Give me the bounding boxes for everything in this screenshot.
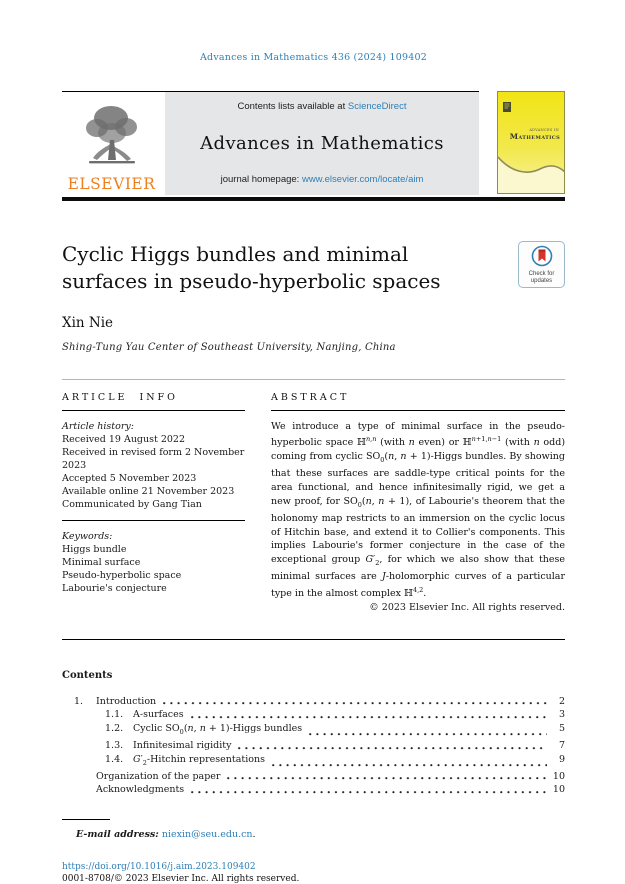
contents-top-rule [62, 639, 565, 640]
keywords-divider-rule [62, 520, 245, 521]
history-line: Received in revised form 2 November 2023 [62, 446, 245, 471]
history-line: Received 19 August 2022 [62, 433, 186, 445]
keyword-item: Minimal surface [62, 556, 141, 568]
doi-link[interactable]: https://doi.org/10.1016/j.aim.2023.109402 [62, 861, 256, 872]
banner-center [165, 92, 479, 195]
journal-title: Advances in Mathematics [200, 132, 444, 154]
keywords-block [62, 530, 245, 595]
page-title: Cyclic Higgs bundles and minimal surfaces in pseudo-hyperbolic spaces [62, 241, 441, 293]
toc-page-number[interactable]: 3 [558, 709, 565, 721]
toc-page-number[interactable]: 9 [558, 753, 565, 765]
toc-page-number[interactable]: 10 [552, 770, 565, 782]
journal-cover-thumbnail[interactable] [497, 91, 565, 194]
abstract-text: We introduce a type of minimal surface in the pseudo-hyperbolic space ℍ$^{n,n}$ (with n even) or ℍ$^{n+1,n-1}$ (with n odd) coming from cyclic $SO_0(n$, n + 1)-Higgs bundles. By showing that these surfaces are saddle-type critical points for the area functional, and hence infinitesimally rigid, we get a new proof, for $SO_0(n$, n + 1), of Labourie's theorem that the holonomy map restricts to an immersion on the cyclic locus of Hitchin base, and extend it to Collier's components. This implies Labourie's former conjecture in the case of the exceptional group $G'_2$, for which we also show that these minimal surfaces are J-holomorphic curves of a particular type in the almost complex ℍ$^{4,2}$. [271, 420, 566, 600]
crossmark-icon [531, 245, 553, 271]
toc-dot-leader [163, 695, 547, 709]
article-info-column [62, 392, 245, 613]
history-line: Available online 21 November 2023 [62, 485, 235, 497]
toc-link[interactable]: Infinitesimal rigidity [133, 740, 232, 751]
footnote-rule [62, 819, 110, 820]
toc-row [62, 753, 565, 770]
paper-page [62, 0, 565, 884]
toc-row [62, 722, 565, 739]
title-block [62, 241, 565, 295]
email-footnote [76, 829, 565, 840]
toc-link[interactable]: A-surfaces [133, 709, 184, 721]
journal-banner [62, 91, 565, 195]
author-affiliation: Shing-Tung Yau Center of Southeast University, Nanjing, China [62, 341, 396, 353]
toc-row [62, 783, 565, 797]
cover-series-text: ADVANCES IN [529, 128, 559, 132]
homepage-line [221, 174, 424, 185]
abstract-heading-rule [271, 410, 565, 411]
check-for-updates-badge[interactable] [518, 241, 565, 288]
keyword-item: Labourie's conjecture [62, 582, 167, 594]
toc-number: 1.4. [105, 753, 124, 765]
toc-page-number[interactable]: 5 [558, 722, 565, 734]
toc-link[interactable]: Organization of the paper [96, 770, 221, 782]
contents-lists-line [238, 101, 407, 112]
toc-row [62, 695, 565, 709]
toc-page-number[interactable]: 2 [558, 695, 565, 707]
keyword-item: Higgs bundle [62, 543, 127, 555]
issn-copyright-line: 0001-8708/© 2023 Elsevier Inc. All rights reserved. [62, 873, 300, 884]
toc-number: 1. [74, 695, 84, 707]
abstract-heading: ABSTRACT [271, 391, 350, 403]
toc-link[interactable]: Introduction [96, 695, 157, 707]
author-name: Xin Nie [62, 314, 114, 331]
table-of-contents [62, 695, 565, 797]
toc-page-number[interactable]: 7 [558, 740, 565, 751]
history-line: Communicated by Gang Tian [62, 498, 202, 510]
toc-number: 1.2. [105, 722, 124, 734]
email-suffix: . [252, 828, 256, 840]
journal-citation-link[interactable]: Advances in Mathematics 436 (2024) 109402 [199, 52, 428, 63]
toc-link[interactable]: $G'_2$-Hitchin representations [133, 753, 265, 767]
keyword-item: Pseudo-hyperbolic space [62, 569, 182, 581]
cover-mini-logo-icon [503, 97, 511, 107]
email-label: E-mail address: [76, 828, 159, 840]
toc-number: 1.1. [105, 709, 124, 721]
toc-link[interactable]: Cyclic $SO_0(n$, n + 1)-Higgs bundles [133, 722, 303, 736]
toc-page-number[interactable]: 10 [552, 784, 565, 796]
toc-row [62, 708, 565, 722]
cover-title-text: Mathematics [509, 132, 560, 141]
article-history-block [62, 420, 245, 511]
toc-row [62, 770, 565, 784]
article-history-label: Article history: [62, 420, 134, 432]
keywords-label: Keywords: [62, 530, 113, 542]
toc-row [62, 739, 565, 753]
banner-left [62, 91, 479, 195]
homepage-prefix: journal homepage: [220, 174, 302, 185]
article-info-heading-rule [62, 410, 245, 411]
contents-heading: Contents [62, 669, 113, 681]
history-line: Accepted 5 November 2023 [62, 472, 197, 484]
cover-curve-decoration [498, 143, 564, 193]
abstract-column [271, 392, 565, 613]
toc-dot-leader [227, 770, 547, 784]
article-info-heading: ARTICLE INFO [62, 391, 178, 403]
toc-dot-leader [309, 722, 547, 739]
toc-number: 1.3. [105, 740, 124, 751]
banner-bottom-rule [62, 197, 565, 201]
copyright-line: © 2023 Elsevier Inc. All rights reserved. [369, 601, 565, 613]
email-link[interactable]: niexin@seu.edu.cn [161, 828, 253, 840]
check-badge-line2: updates [530, 278, 553, 284]
elsevier-logo[interactable] [62, 92, 165, 195]
info-abstract-section [62, 379, 565, 613]
toc-link[interactable]: Acknowledgments [96, 784, 185, 796]
check-badge-line1: Check for [528, 270, 555, 277]
homepage-link[interactable]: www.elsevier.com/locate/aim [301, 174, 424, 185]
elsevier-wordmark: ELSEVIER [67, 175, 156, 193]
toc-dot-leader [238, 739, 547, 753]
elsevier-tree-icon [81, 102, 143, 174]
toc-dot-leader [191, 783, 547, 797]
sciencedirect-link[interactable]: ScienceDirect [347, 101, 407, 112]
toc-dot-leader [191, 708, 547, 722]
contents-lists-text: Contents lists available at [237, 101, 348, 112]
toc-dot-leader [272, 753, 547, 770]
